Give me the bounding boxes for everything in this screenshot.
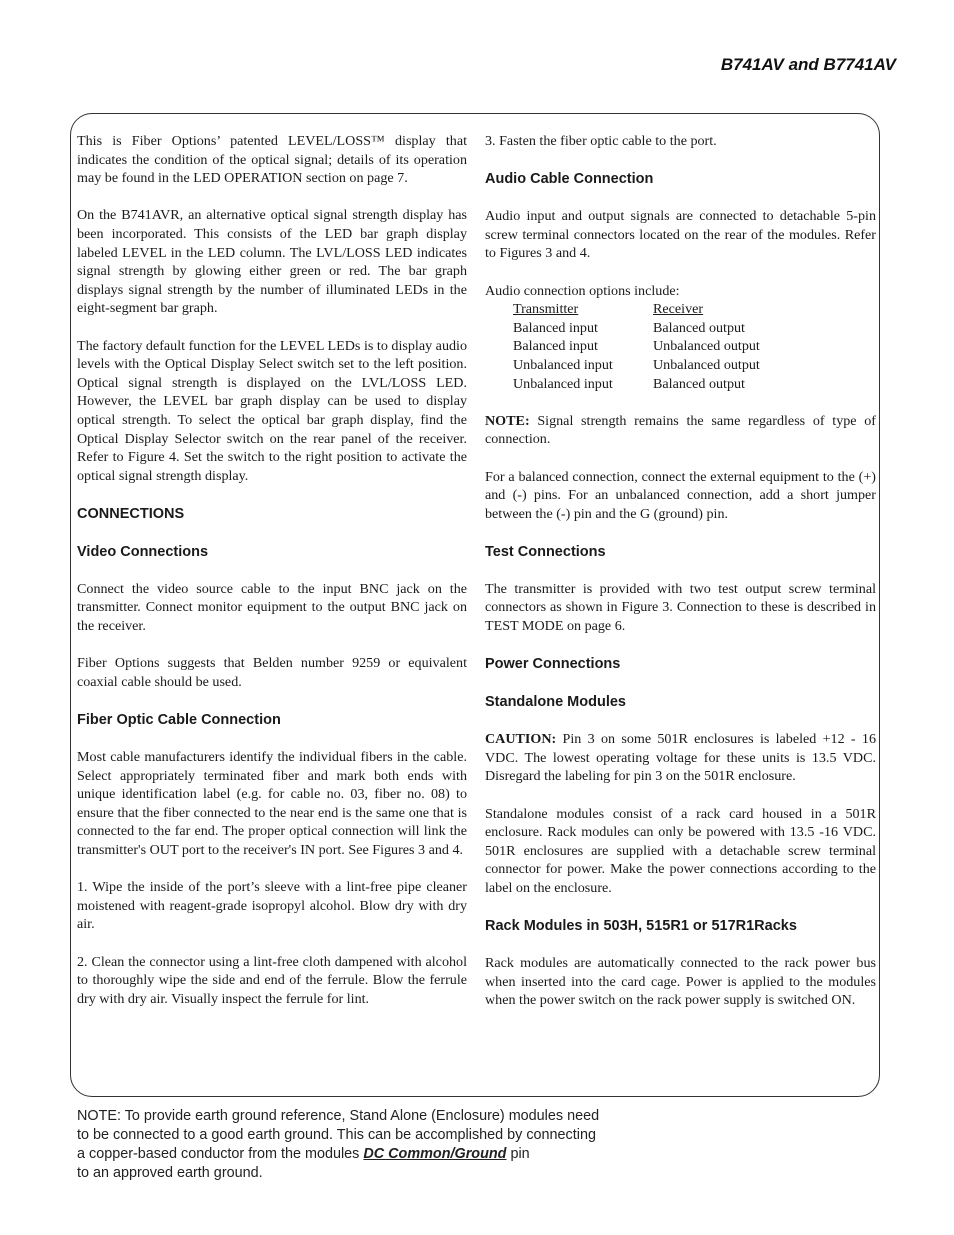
paragraph-caution (485, 730, 876, 786)
paragraph-factory-default: The factory default function for the LEVEL LEDs is to display audio levels with the Optical Display Select switch set to the left position. Optical signal strength is displayed on the LVL/LOSS LED. However, the LEVEL bar graph display can be used to display optical strength. To select the optical bar graph display, find the Optical Display Selector switch on the rear panel of the receiver. Refer to Figure 4. Set the switch to the right position to activate the optical signal strength display. (77, 337, 467, 484)
table-row (513, 319, 760, 338)
heading-standalone-modules: Standalone Modules (485, 694, 626, 711)
audio-options-table (513, 300, 760, 393)
header-receiver: Receiver (653, 301, 704, 318)
footer-line-3-post: pin (506, 1146, 530, 1162)
heading-rack-modules: Rack Modules in 503H, 515R1 or 517R1Racks (485, 918, 797, 935)
audio-options-intro: Audio connection options include: (485, 282, 680, 299)
paragraph-step-3: 3. Fasten the fiber optic cable to the port. (485, 133, 717, 149)
right-column (485, 132, 876, 1029)
table-cell: Unbalanced input (513, 375, 613, 392)
caution-text: Pin 3 on some 501R enclosures is labeled +12 - 16 VDC. The lowest operating voltage for these units is 13.5 VDC. Disregard the labeling for pin 3 on the 501R enclosure. (485, 731, 876, 785)
table-cell: Balanced output (653, 375, 745, 392)
paragraph-fiber-identify: Most cable manufacturers identify the individual fibers in the cable. Select appropriately terminated fiber and mark both ends with unique identification label (e.g. for cable no. 03, fiber no. 08) to ensure that the fiber connected to the near end is the same one that is connected to the far end. The proper optical connection will link the transmitter's OUT port to the receiver's IN port. See Figures 3 and 4. (77, 749, 467, 858)
page-header-title: B741AV and B7741AV (720, 55, 896, 74)
paragraph-signal-note (485, 412, 876, 449)
heading-connections: CONNECTIONS (77, 505, 185, 522)
paragraph-rack-power: Rack modules are automatically connected to the rack power bus when inserted into the card cage. Power is applied to the modules when the power switch on the rack power supply is switched ON. (485, 955, 876, 1009)
table-cell: Unbalanced output (653, 338, 760, 355)
note-label: NOTE: (485, 412, 530, 429)
dc-common-ground-label: DC Common/Ground (363, 1146, 507, 1162)
table-cell: Unbalanced input (513, 356, 613, 373)
heading-power-connections: Power Connections (485, 656, 621, 673)
paragraph-audio-signals: Audio input and output signals are connected to detachable 5-pin screw terminal connectors located on the rear of the modules. Refer to Figures 3 and 4. (485, 208, 876, 262)
heading-audio-cable: Audio Cable Connection (485, 171, 654, 188)
paragraph-level-loss: This is Fiber Options’ patented LEVEL/LOSS™ display that indicates the condition of the optical signal; details of its operation may be found in the LED OPERATION section on page 7. (77, 133, 467, 187)
paragraph-step-2: 2. Clean the connector using a lint-free cloth dampened with alcohol to thoroughly wipe the side and end of the ferrule. Blow the ferrule dry with dry air. Visually inspect the ferrule for lint. (77, 953, 467, 1007)
earth-ground-note (77, 1107, 697, 1183)
table-row (513, 356, 760, 375)
footer-line-4: to an approved earth ground. (77, 1165, 263, 1181)
note-text: Signal strength remains the same regardless of type of connection. (485, 412, 876, 448)
heading-fiber-optic: Fiber Optic Cable Connection (77, 712, 281, 729)
table-cell: Balanced input (513, 338, 598, 355)
paragraph-step-1: 1. Wipe the inside of the port’s sleeve with a lint-free pipe cleaner moistened with reagent-grade isopropyl alcohol. Blow dry with dry air. (77, 879, 467, 933)
footer-line-1: NOTE: To provide earth ground reference, Stand Alone (Enclosure) modules need (77, 1108, 600, 1124)
footer-line-2: to be connected to a good earth ground. This can be accomplished by connecting (77, 1127, 596, 1143)
heading-test-connections: Test Connections (485, 543, 606, 560)
paragraph-video-source: Connect the video source cable to the input BNC jack on the transmitter. Connect monitor equipment to the output BNC jack on the receiver. (77, 580, 467, 635)
table-cell: Balanced output (653, 319, 745, 336)
paragraph-standalone-modules: Standalone modules consist of a rack card housed in a 501R enclosure. Rack modules can only be powered with 13.5 -16 VDC. 501R enclosures are supplied with a detachable screw terminal connector for power. Make the power connections according to the label on the enclosure. (485, 805, 876, 896)
table-row (513, 337, 760, 356)
audio-options (485, 282, 876, 394)
left-column (77, 132, 467, 1027)
paragraph-test-outputs: The transmitter is provided with two test output screw terminal connectors as shown in Figure 3. Connection to these is described in TEST MODE on page 6. (485, 580, 876, 635)
header-transmitter: Transmitter (513, 301, 579, 318)
heading-video-connections: Video Connections (77, 543, 209, 560)
footer-line-3 (77, 1145, 697, 1164)
table-row (513, 375, 760, 394)
footer-line-3-pre: a copper-based conductor from the modules (77, 1146, 364, 1162)
paragraph-balanced-connection: For a balanced connection, connect the external equipment to the (+) and (-) pins. For an unbalanced connection, add a short jumper between the (-) pin and the G (ground) pin. (485, 468, 876, 522)
paragraph-b741avr-display: On the B741AVR, an alternative optical signal strength display has been incorporated. This consists of the LED bar graph display labeled LEVEL in the LED column. The LVL/LOSS LED indicates signal strength by glowing either green or red. The bar graph displays signal strength by the number of illuminated LEDs in the eight-segment bar graph. (77, 207, 467, 317)
table-cell: Unbalanced output (653, 356, 760, 373)
table-cell: Balanced input (513, 319, 598, 336)
caution-label: CAUTION: (485, 731, 557, 748)
paragraph-belden-cable: Fiber Options suggests that Belden number 9259 or equivalent coaxial cable should be used. (77, 655, 467, 690)
table-header-row (513, 300, 760, 319)
